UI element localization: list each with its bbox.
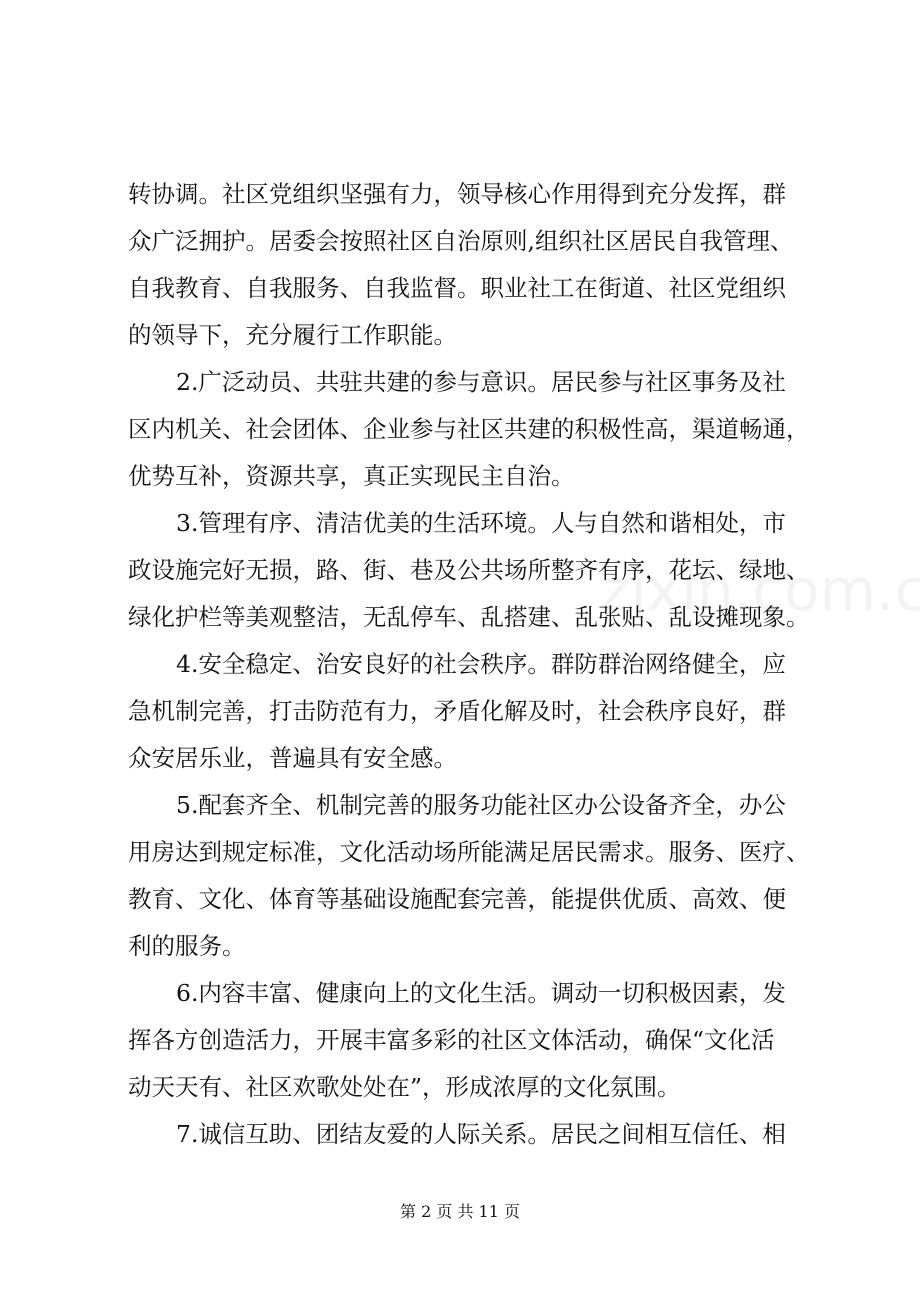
watermark xyxy=(600,555,900,625)
text-line: 2.广泛动员、共驻共建的参与意识。居民参与社区事务及社 xyxy=(176,368,786,396)
text-line: 自我教育、自我服务、自我监督。职业社工在街道、社区党组织 xyxy=(128,274,786,302)
text-line: 5.配套齐全、机制完善的服务功能社区办公设备齐全，办公 xyxy=(176,791,786,819)
text-line: 7.诚信互助、团结友爱的人际关系。居民之间相互信任、相 xyxy=(176,1120,786,1148)
text-line: 急机制完善，打击防范有力，矛盾化解及时，社会秩序良好，群 xyxy=(128,697,786,725)
text-line: 区内机关、社会团体、企业参与社区共建的积极性高，渠道畅通， xyxy=(128,415,810,443)
text-line: 绿化护栏等美观整洁，无乱停车、乱搭建、乱张贴、乱设摊现象。 xyxy=(128,603,810,631)
text-line: 6.内容丰富、健康向上的文化生活。调动一切积极因素，发 xyxy=(176,979,786,1007)
text-line: 用房达到规定标准，文化活动场所能满足居民需求。服务、医疗、 xyxy=(128,838,810,866)
text-line: 教育、文化、体育等基础设施配套完善，能提供优质、高效、便 xyxy=(128,885,786,913)
text-line: 挥各方创造活力，开展丰富多彩的社区文体活动，确保“文化活 xyxy=(128,1026,775,1054)
text-line: 众安居乐业，普遍具有安全感。 xyxy=(128,744,457,772)
text-line: 的领导下，充分履行工作职能。 xyxy=(128,321,457,349)
text-line: 利的服务。 xyxy=(128,932,246,960)
page-footer: 第 2 页 共 11 页 xyxy=(400,1202,520,1221)
text-line: 动天天有、社区欢歌处处在”，形成浓厚的文化氛围。 xyxy=(128,1073,681,1101)
text-line: 优势互补，资源共享，真正实现民主自治。 xyxy=(128,462,575,490)
text-line: 4.安全稳定、治安良好的社会秩序。群防群治网络健全，应 xyxy=(176,650,786,678)
text-line: 政设施完好无损，路、街、巷及公共场所整齐有序，花坛、绿地、 xyxy=(128,556,810,584)
text-line: 转协调。社区党组织坚强有力，领导核心作用得到充分发挥，群 xyxy=(128,180,786,208)
text-line: 众广泛拥护。居委会按照社区自治原则,组织社区居民自我管理、 xyxy=(128,227,794,255)
text-line: 3.管理有序、清洁优美的生活环境。人与自然和谐相处，市 xyxy=(176,509,786,537)
